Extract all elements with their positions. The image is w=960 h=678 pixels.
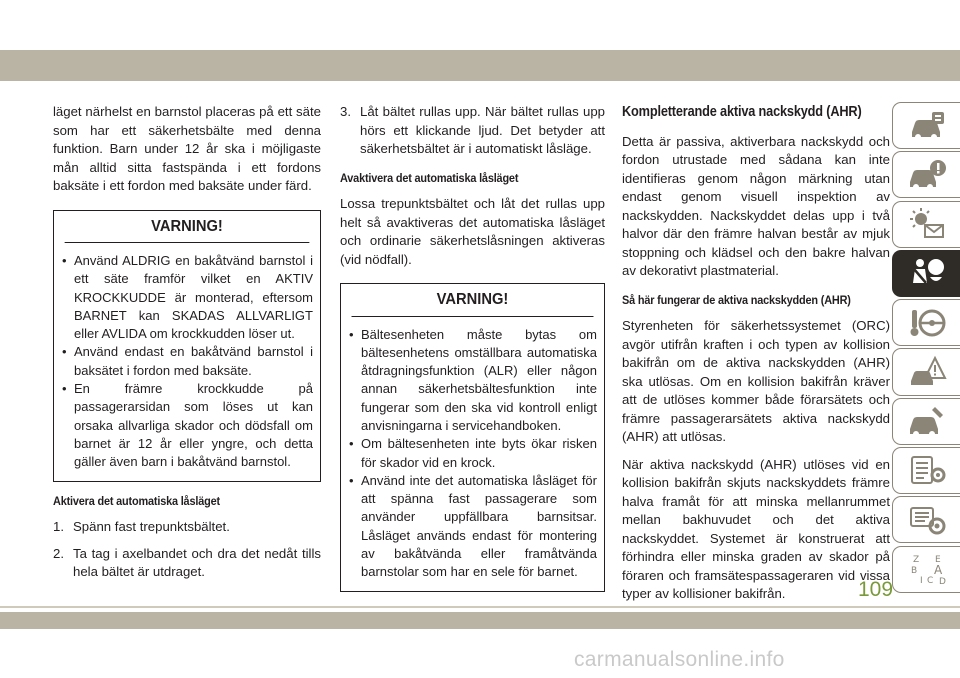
- warning-box-2: [340, 283, 605, 592]
- steps-list: [340, 103, 605, 159]
- media-gear-icon: [907, 502, 947, 538]
- column-2: [340, 103, 605, 602]
- intro-paragraph: läget närhelst en barnstol placeras på ett säte som har ett säkerhetsbälte med denna funktion. Barn under 12 år ska i möjligaste mån alltid sitta fastspända i ett fordons baksäte i ett fordon med baksäte under färd.: [53, 104, 321, 193]
- car-service-icon: [907, 403, 947, 439]
- index-letter: I: [919, 576, 923, 587]
- step-item: 3. Låt bältet rullas upp. När bältet rullas upp hörs ett klickande ljud. Det betyder att säkerhetsbältet är i automatiskt låsläge.: [340, 104, 605, 156]
- index-letter: B: [910, 566, 917, 577]
- tab-steering-key[interactable]: [892, 299, 960, 346]
- tab-car-warning[interactable]: [892, 151, 960, 198]
- paragraph: Lossa trepunktsbältet och låt det rullas upp helt så avaktiveras det automatiska låsläget och ordinarie säkerhetslåsningen aktiveras (vid nödfall).: [340, 196, 605, 267]
- index-letter: Z: [912, 555, 919, 566]
- step-item: 1. Spänn fast trepunktsbältet.: [53, 519, 230, 535]
- paragraph: Styrenheten för säkerhetssystemet (ORC) avgör utifrån kraften i och typen av kollision bakifrån om de aktiva nackskydden (AHR) ska utlösas. Om en kollision bakifrån kräver att de utlöses kommer både förarsätets och främre passagerarsätets aktiva nackskydd (AHR) att utlösas.: [622, 318, 890, 444]
- tab-lights-mail[interactable]: [892, 201, 960, 248]
- column-1: [53, 103, 321, 590]
- tab-car-info[interactable]: [892, 102, 960, 149]
- car-warning-icon: [907, 157, 947, 193]
- footer-rule: [0, 606, 960, 608]
- checklist-specs-icon: [907, 453, 947, 489]
- paragraph: Detta är passiva, aktiverbara nackskydd och fordon utrustade med sådana kan inte identifieras genom någon märkning utan endast genom visuell inspektion av nackskydden. Nackskyddet delas upp i två halvor där den främre halvan består av mjuk stoppning och klädsel och den bakre halvan av dekorativt plastmaterial.: [622, 133, 890, 278]
- index-letter: E: [934, 555, 941, 566]
- column-3: [622, 103, 890, 613]
- hazard-breakdown-icon: [907, 354, 947, 390]
- header-band: [0, 50, 960, 81]
- subsection-heading: Så här fungerar de aktiva nackskydden (AHR): [622, 292, 851, 307]
- steps-list: [53, 518, 321, 582]
- tab-seatbelt-airbag[interactable]: [892, 250, 960, 297]
- tab-hazard-breakdown[interactable]: [892, 348, 960, 395]
- warning-item: • Om bältesenheten inte byts ökar risken för skador vid en krock.: [349, 435, 597, 472]
- warning-item: • Använd inte det automatiska låsläget för att spänna fast passagerare som använder uppfällbara barnsitsar. Låsläget används endast för montering av bakåtvända eller framåtvända barnstolar som har en sele för barnet.: [349, 472, 597, 582]
- warning-item: • Använd endast en bakåtvänd barnstol i baksätet i fordon med baksäte.: [62, 343, 313, 380]
- seatbelt-airbag-icon: [907, 255, 947, 291]
- tab-media-gear[interactable]: [892, 496, 960, 543]
- tab-checklist-specs[interactable]: [892, 447, 960, 494]
- section-heading: Avaktivera det automatiska låsläget: [340, 170, 519, 185]
- step-item: 2. Ta tag i axelbandet och dra det nedåt tills hela bältet är utdraget.: [53, 545, 321, 580]
- warning-item: • Använd ALDRIG en bakåtvänd barnstol i ett säte framför vilket en AKTIV KROCKKUDDE är monterad, eftersom BARNET kan SKADAS ALLVARLIGT eller AVLIDA om krockkudden löser ut.: [62, 252, 313, 343]
- index-letters-icon: [907, 551, 947, 587]
- index-letter: A: [933, 563, 942, 578]
- tab-car-service[interactable]: [892, 398, 960, 445]
- warning-title: VARNING!: [65, 211, 310, 244]
- index-letter: C: [926, 576, 933, 587]
- index-letter: D: [938, 577, 946, 588]
- warning-box-1: [53, 210, 321, 482]
- car-info-icon: [907, 108, 947, 144]
- watermark: carmanualsonline.info: [574, 648, 785, 671]
- warning-item: • Bältesenheten måste bytas om bältesenhetens omställbara automatiska åtdragningsfunktion (ALR) eller någon annan säkerhetsbältesfunktion inte fungerar som den ska vid kontroll enligt anvisningarna i servicehandboken.: [349, 326, 597, 436]
- section-heading: Aktivera det automatiska låsläget: [53, 493, 220, 508]
- page-number: 109: [858, 578, 894, 601]
- warning-title: VARNING!: [352, 284, 594, 317]
- chapter-tabs: [892, 102, 960, 595]
- paragraph: När aktiva nackskydd (AHR) utlöses vid en kollision bakifrån skjuts nackskyddets främre halva framåt för att minska mellanrummet mellan bakhuvudet och det aktiva nackskyddet. Systemet är konstruerat att förhindra eller minska graden av skador på föraren och framsätespassageraren vid vissa typer av kollisioner bakifrån.: [622, 456, 890, 601]
- footer-band: [0, 612, 960, 629]
- tab-index[interactable]: [892, 546, 960, 593]
- lights-mail-icon: [907, 206, 947, 242]
- section-heading: Kompletterande aktiva nackskydd (AHR): [622, 104, 862, 120]
- steering-key-icon: [907, 305, 947, 341]
- warning-item: • En främre krockkudde på passagerarsidan som löses ut kan orsaka allvarliga skador och dödsfall om barnet är 12 år eller yngre, och detta gäller även barn i bakåtvänd barnstol.: [62, 380, 313, 471]
